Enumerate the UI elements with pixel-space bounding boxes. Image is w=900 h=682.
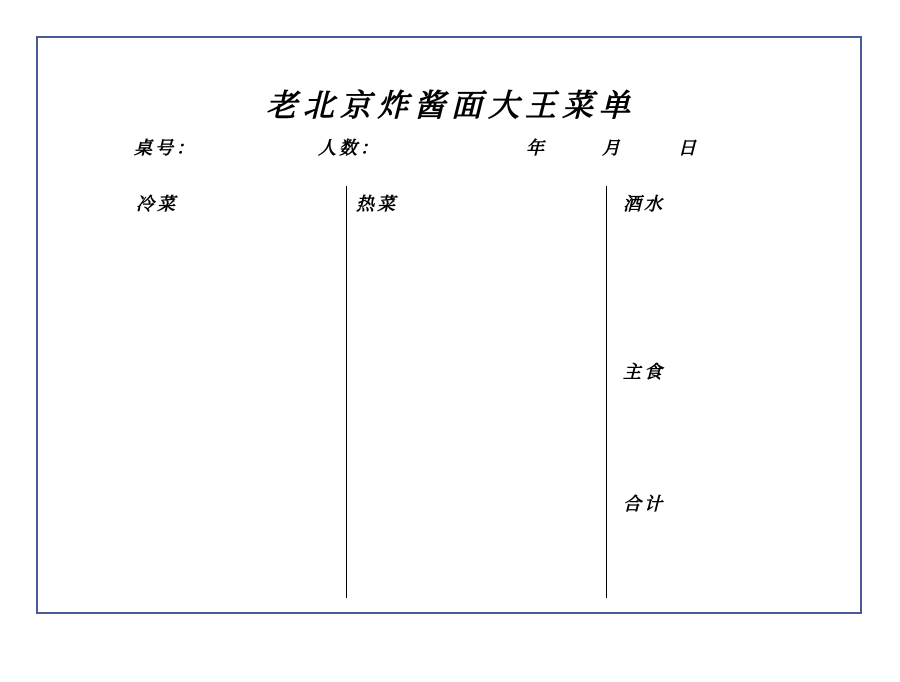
drinks-label: 酒水 xyxy=(623,194,665,215)
table-number-label: 桌号： xyxy=(134,138,197,159)
staple-food-label: 主食 xyxy=(623,362,665,383)
hot-dishes-write-area[interactable] xyxy=(350,223,600,593)
column-divider-left xyxy=(346,186,347,598)
total-write-area[interactable] xyxy=(610,522,855,592)
hot-dishes-label: 热菜 xyxy=(356,194,398,215)
column-divider-right xyxy=(606,186,607,598)
header-info-row xyxy=(38,134,864,164)
page-title: 老北京炸酱面大王菜单 xyxy=(266,88,636,124)
date-label: 年 月 日 xyxy=(526,138,716,159)
order-slip xyxy=(36,36,862,614)
guest-count-label: 人数： xyxy=(318,138,381,159)
cold-dishes-write-area[interactable] xyxy=(98,223,338,593)
staple-food-write-area[interactable] xyxy=(610,390,855,485)
total-label: 合计 xyxy=(623,494,665,515)
drinks-write-area[interactable] xyxy=(610,223,855,348)
cold-dishes-label: 冷菜 xyxy=(136,194,178,215)
